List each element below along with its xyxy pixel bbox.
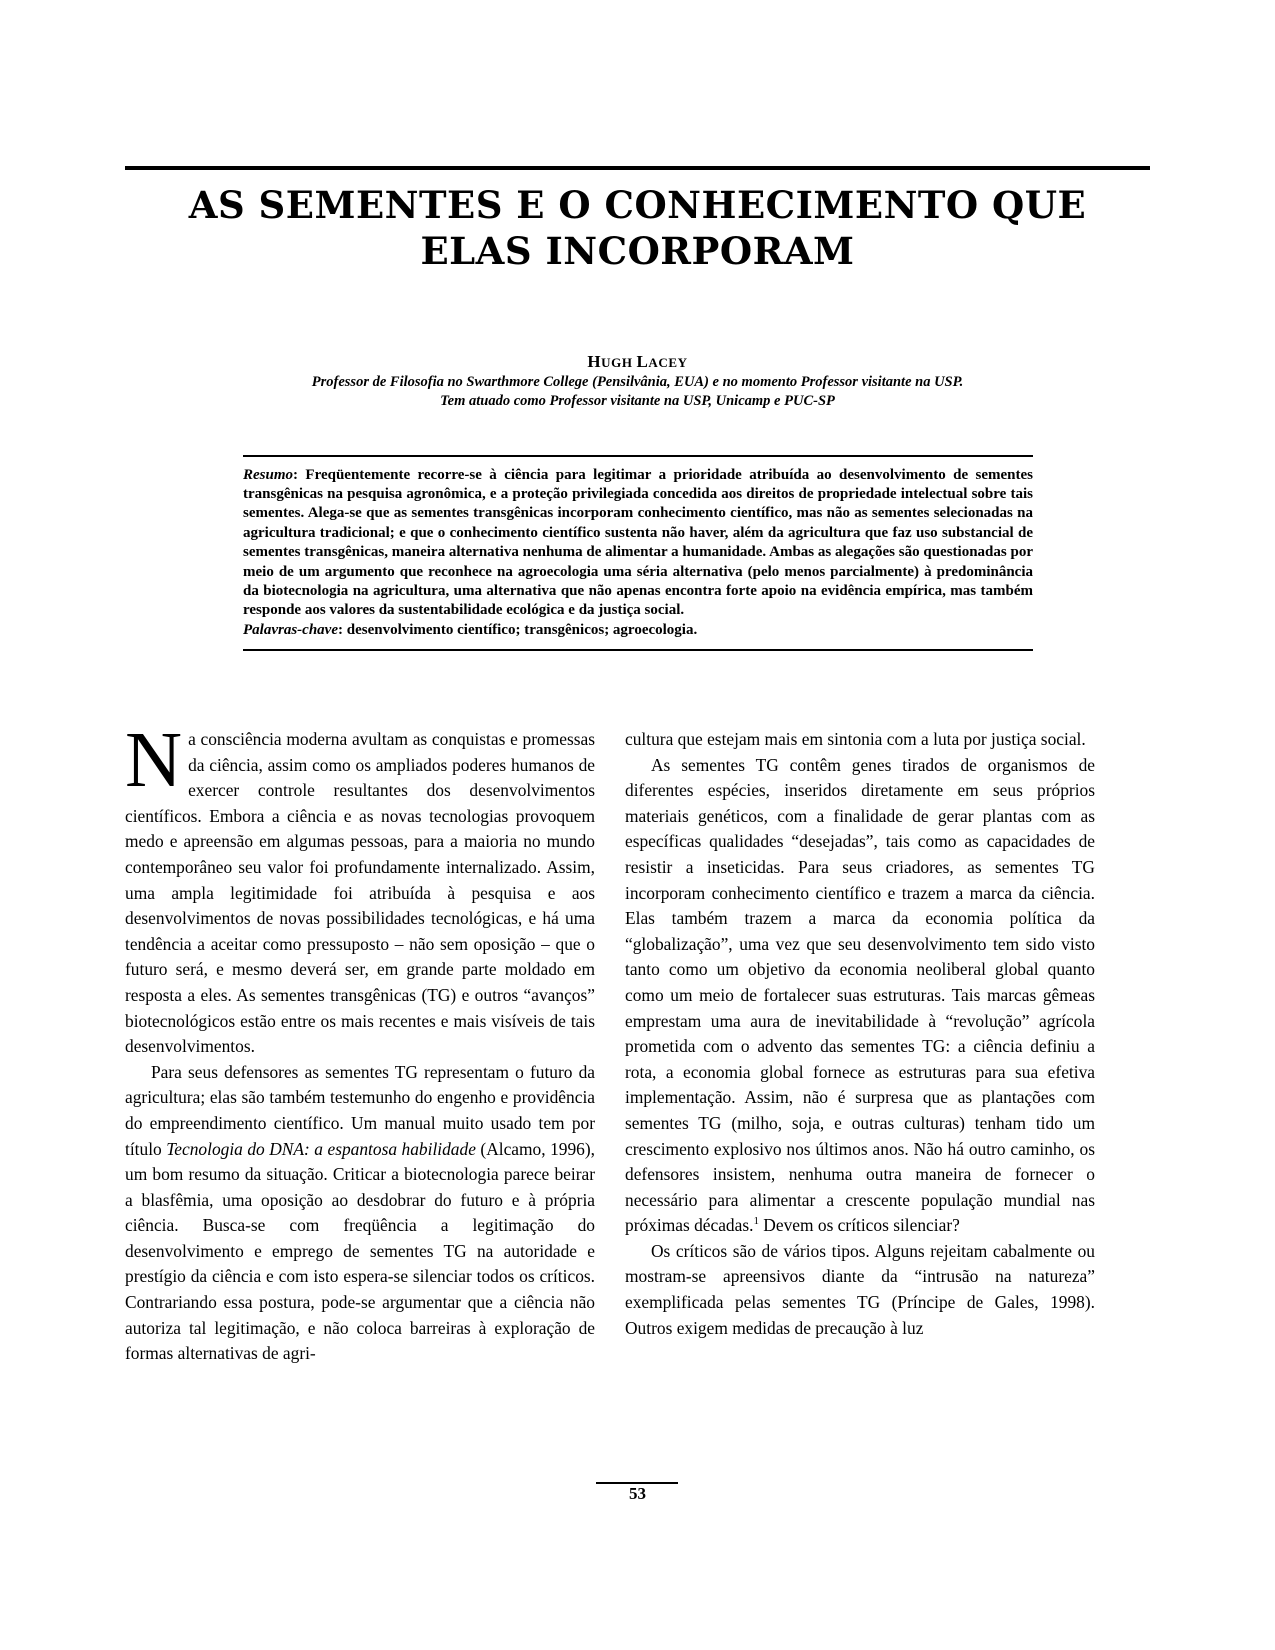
abstract-text [243,457,1033,621]
paragraph-right-2-part-b: Devem os críticos silenciar? [758,1215,960,1236]
left-column [125,717,596,1367]
paragraph-left-1 [125,717,595,1060]
page-footer [125,1484,1150,1504]
keywords [243,621,1033,649]
page-number: 53 [629,1484,646,1503]
author-affiliation-line-2: Tem atuado como Professor visitante na USP, Unicamp e PUC-SP [440,393,835,409]
paragraph-left-2-part-a: Para seus defensores as sementes TG representam o futuro da agricultura; elas são também testemunho do engenho e providência do empreendimento científico. Um manual muito usado tem por título [125,1061,595,1159]
author-name: HUGH LACEY [587,352,688,371]
keywords-label: Palavras-chave [243,621,338,638]
title-top-rule [125,166,1150,170]
paragraph-right-3: Os críticos são de vários tipos. Alguns rejeitam cabalmente ou mostram-se apreensivos diante da “intrusão na natureza” exemplificada pelas sementes TG (Príncipe de Gales, 1998). Outros exigem medidas de precaução à luz [625,1240,1095,1338]
title-line-2: ELAS INCORPORAM [420,229,855,273]
abstract-bottom-rule [243,649,1033,651]
book-title-citation: Tecnologia do DNA: a espantosa habilidade [166,1138,476,1159]
article-page [125,0,1150,1650]
body-columns [125,717,1150,1427]
paragraph-right-1: cultura que estejam mais em sintonia com a luta por justiça social. [625,729,1086,749]
paragraph-left-2 [125,1060,595,1367]
right-column [625,727,1095,1341]
paragraph-right-2-part-a: As sementes TG contêm genes tirados de organismos de diferentes espécies, inseridos diretamente em seus próprios materiais genéticos, com a finalidade de gerar plantas com as específicas qualidades “desejadas”, tais como as capacidades de resistir a inseticidas. Para seus criadores, as sementes TG incorporam conhecimento científico e trazem a marca da ciência. Elas também trazem a marca da economia política da “globalização”, uma vez que seu desenvolvimento tem sido visto tanto como um objetivo da economia neoliberal global quanto como um meio de fortalecer suas estruturas. Tais marcas gêmeas emprestam uma aura de inevitabilidade à “revolução” agrícola prometida com o advento das sementes TG: a ciência definiu a rota, a economia global fornece as estruturas para sua efetiva implementação. Assim, não é surpresa que as plantações com sementes TG (milho, soja, e outras culturas) tenham tido um crescimento explosivo nos últimos anos. Não há outro caminho, os defensores insistem, nenhuma outra maneira de fornecer o necessário para alimentar a crescente população mundial nas próximas décadas. [625,754,1095,1236]
footnote-marker[interactable]: 1 [753,1215,759,1228]
abstract-label: Resumo [243,466,294,483]
paragraph-left-1-text: a consciência moderna avultam as conquistas e promessas da ciência, assim como os ampliados poderes humanos de exercer controle resultantes dos desenvolvimentos científicos. Embora a ciência e as novas tecnologias provoquem medo e apreensão em algumas pessoas, para a maioria no mundo contemporâneo seu valor foi profundamente internalizado. Assim, uma ampla legitimidade foi atribuída à pesquisa e aos desenvolvimentos de novas possibilidades tecnológicas, e há uma tendência a aceitar como pressuposto – não sem oposição – que o futuro será, e mesmo deverá ser, em grande parte moldado em resposta a eles. As sementes transgênicas (TG) e outros “avanços” biotecnológicos estão entre os mais recentes e mais visíveis de tais desenvolvimentos. [125,729,595,1057]
abstract-block [243,455,1033,651]
keywords-body: : desenvolvimento científico; transgênicos; agroecologia. [337,621,698,638]
title-line-1: AS SEMENTES E O CONHECIMENTO QUE [188,183,1087,227]
page-title [125,182,1150,274]
paragraph-left-2-part-b: (Alcamo, 1996), um bom resumo da situação. Criticar a biotecnologia parece beirar a blasfêmia, uma oposição ao desdobrar do futuro e à própria ciência. Busca-se com freqüência a legitimação do desenvolvimento e emprego de sementes TG na autoridade e prestígio da ciência e com isto espera-se silenciar todos os críticos. Contrariando essa postura, pode-se argumentar que a ciência não autoriza tal legitimação, e não coloca barreiras à exploração de formas alternativas de agri- [125,1138,596,1364]
paragraph-right-2 [625,753,1095,1239]
author-affiliation-line-1: Professor de Filosofia no Swarthmore College (Pensilvânia, EUA) e no momento Professor visitante na USP. [311,374,964,390]
abstract-body: : Freqüentemente recorre-se à ciência para legitimar a prioridade atribuída ao desenvolvimento de sementes transgênicas na pesquisa agronômica, e a proteção privilegiada concedida aos direitos de propriedade intelectual sobre tais sementes. Alega-se que as sementes transgênicas incorporam conhecimento científico, mas não as sementes selecionadas na agricultura tradicional; e que o conhecimento científico sustenta não haver, além da agricultura que faz uso substancial de sementes transgênicas, maneira alternativa nenhuma de alimentar a humanidade. Ambas as alegações são questionadas por meio de um argumento que reconhece na agroecologia uma séria alternativa (pelo menos parcialmente) à predominância da biotecnologia na agricultura, uma alternativa que não apenas encontra forte apoio na evidência empírica, mas também responde aos valores da sustentabilidade ecológica e da justiça social. [243,466,1033,619]
drop-cap: N [125,717,183,804]
